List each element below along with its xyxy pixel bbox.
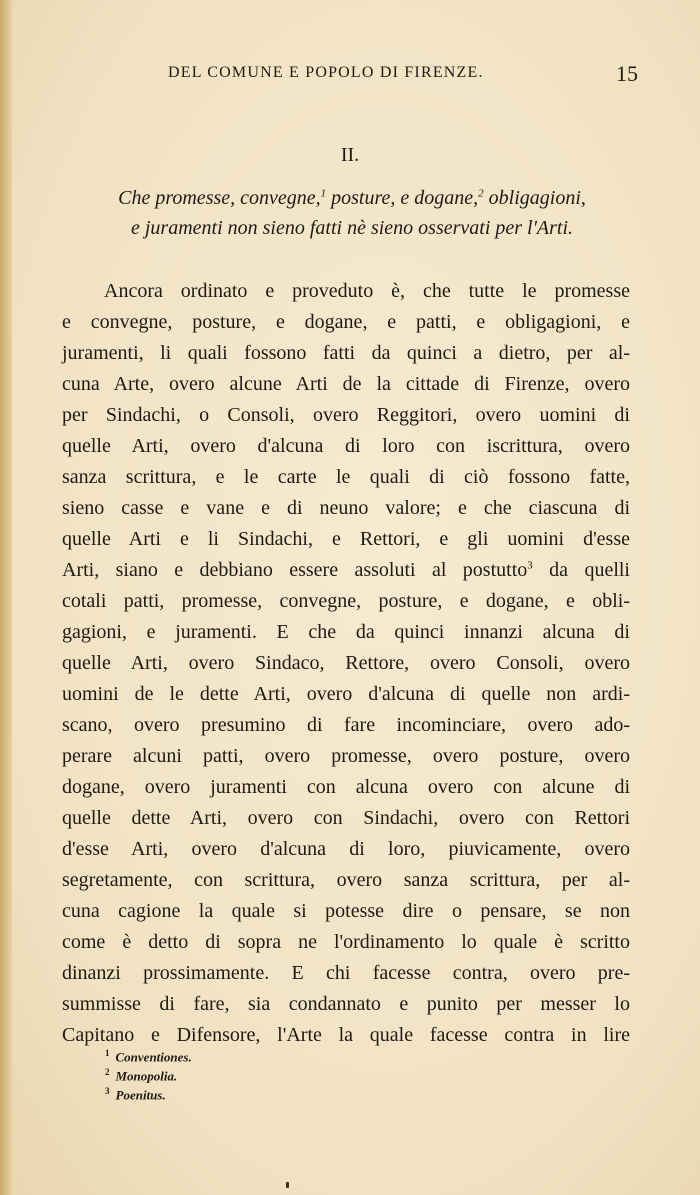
text-line: Ancora ordinato e proveduto è, che tutte le promesse bbox=[104, 280, 630, 302]
text-line: perare alcuni patti, overo promesse, overo posture, overo bbox=[62, 745, 630, 767]
section-number: II. bbox=[340, 144, 360, 166]
text-line: gagioni, e juramenti. E che da quinci innanzi alcuna di bbox=[62, 621, 630, 643]
text-line-part-b: da quelli bbox=[532, 559, 630, 581]
page-number: 15 bbox=[616, 61, 638, 86]
text-line: sanza scrittura, e le carte le quali di ciò fossono fatte, bbox=[62, 466, 630, 488]
heading-text-a: Che promesse, convegne, bbox=[118, 187, 321, 209]
heading-line-1 bbox=[62, 183, 642, 213]
text-line-with-footnote bbox=[62, 555, 630, 586]
text-line: segretamente, con scrittura, overo sanza scrittura, per al- bbox=[62, 869, 630, 891]
text-line: cotali patti, promesse, convegne, posture, e dogane, e obli- bbox=[62, 590, 630, 612]
footnote-mark: 1 bbox=[105, 1048, 110, 1058]
running-head bbox=[110, 61, 640, 88]
footnote-text: Conventiones. bbox=[115, 1049, 192, 1065]
text-line: come è detto di sopra ne l'ordinamento lo quale è scritto bbox=[62, 931, 630, 953]
footnote-1 bbox=[105, 1044, 192, 1063]
page-gutter-shadow bbox=[0, 0, 12, 1195]
text-line: juramenti, li quali fossono fatti da quinci a dietro, per al- bbox=[62, 342, 630, 364]
body-text bbox=[62, 276, 630, 1051]
text-line: dinanzi prossimamente. E chi facesse contra, overo pre- bbox=[62, 962, 630, 984]
text-line: Capitano e Difensore, l'Arte la quale facesse contra in lire bbox=[62, 1024, 630, 1046]
text-line: uomini de le dette Arti, overo d'alcuna di quelle non ardi- bbox=[62, 683, 630, 705]
text-line-part-a: Arti, siano e debbiano essere assoluti al postutto bbox=[62, 559, 528, 581]
footnotes bbox=[105, 1044, 192, 1101]
footnote-text: Poenitus. bbox=[115, 1087, 166, 1103]
text-line: quelle Arti, overo d'alcuna di loro con iscrittura, overo bbox=[62, 435, 630, 457]
text-line: quelle dette Arti, overo con Sindachi, overo con Rettori bbox=[62, 807, 630, 829]
text-line: sieno casse e vane e di neuno valore; e che ciascuna di bbox=[62, 497, 630, 519]
footnote-ref-2: 2 bbox=[478, 187, 484, 200]
running-head-title: DEL COMUNE E POPOLO DI FIRENZE. bbox=[168, 64, 484, 81]
heading-text-b: posture, e dogane, bbox=[326, 187, 479, 209]
heading-text-c: obligagioni, bbox=[483, 187, 586, 209]
footnote-text: Monopolia. bbox=[115, 1068, 178, 1084]
heading-line-2: e juramenti non sieno fatti nè sieno osservati per l'Arti. bbox=[130, 217, 573, 239]
footnote-ref-3: 3 bbox=[527, 559, 533, 572]
text-line: scano, overo presumino di fare incominciare, overo ado- bbox=[62, 714, 630, 736]
text-line: per Sindachi, o Consoli, overo Reggitori, overo uomini di bbox=[62, 404, 630, 426]
page-mark bbox=[286, 1182, 289, 1188]
text-line: d'esse Arti, overo d'alcuna di loro, piuvicamente, overo bbox=[62, 838, 630, 860]
text-line: summisse di fare, sia condannato e punito per messer lo bbox=[62, 993, 630, 1015]
footnote-mark: 3 bbox=[105, 1086, 110, 1096]
footnote-2 bbox=[105, 1063, 192, 1082]
text-line: cuna cagione la quale si potesse dire o pensare, se non bbox=[62, 900, 630, 922]
footnote-ref-1: 1 bbox=[320, 187, 327, 200]
text-line: dogane, overo juramenti con alcuna overo con alcune di bbox=[62, 776, 630, 798]
section-heading bbox=[62, 183, 642, 243]
text-line: quelle Arti, overo Sindaco, Rettore, overo Consoli, overo bbox=[62, 652, 630, 674]
text-line: e convegne, posture, e dogane, e patti, e obligagioni, e bbox=[62, 311, 630, 333]
footnote-mark: 2 bbox=[105, 1067, 110, 1077]
text-line: cuna Arte, overo alcune Arti de la cittade di Firenze, overo bbox=[62, 373, 630, 395]
footnote-3 bbox=[105, 1082, 192, 1101]
text-line: quelle Arti e li Sindachi, e Rettori, e gli uomini d'esse bbox=[62, 528, 630, 550]
